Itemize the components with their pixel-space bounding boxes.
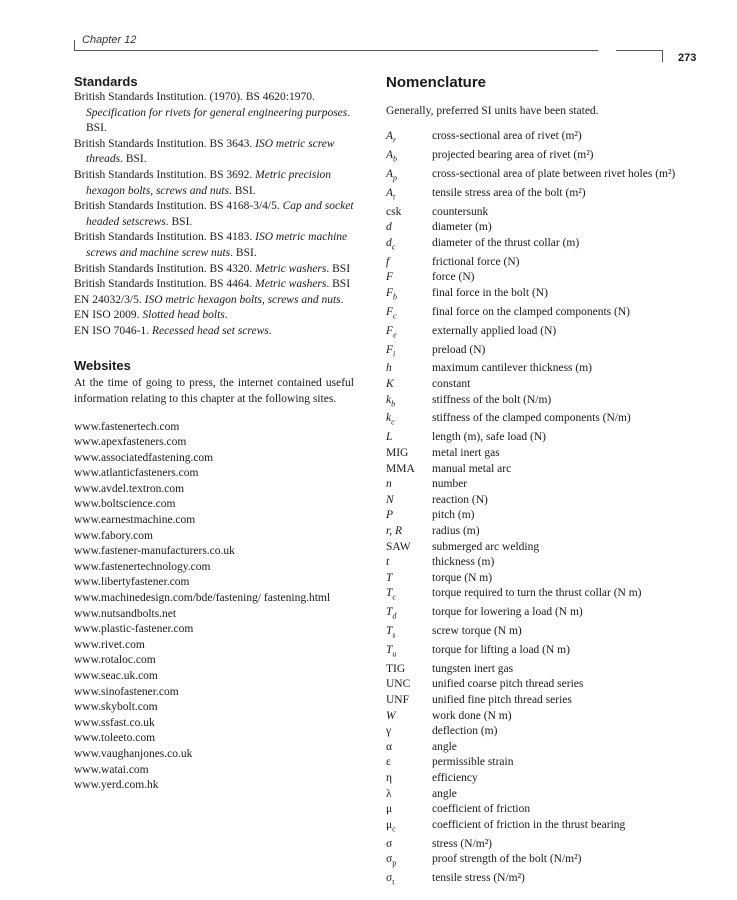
nomenclature-row xyxy=(386,129,676,148)
nomenclature-row xyxy=(386,477,676,493)
symbol: ε xyxy=(386,756,391,769)
definition: torque for lifting a load (N m) xyxy=(432,643,570,656)
symbol: $T_d$ xyxy=(386,606,397,621)
definition: diameter (m) xyxy=(432,221,492,234)
definition: cross-sectional area of plate between rivet holes (m²) xyxy=(432,167,676,180)
symbol: $k_c$ xyxy=(386,412,395,427)
nomenclature-row xyxy=(386,493,676,509)
definition: countersunk xyxy=(432,205,489,218)
website-link[interactable]: www.associatedfastening.com xyxy=(74,451,214,464)
standard-reference: British Standards Institution. BS 4168-3/4/5. Cap and socket headed setscrews. BSI. xyxy=(74,200,354,228)
nomenclature-row xyxy=(386,571,676,587)
nomenclature-row xyxy=(386,818,676,837)
nomenclature-row xyxy=(386,430,676,446)
symbol: μ xyxy=(386,803,393,816)
definition: final force on the clamped components (N) xyxy=(432,305,630,318)
definition: reaction (N) xyxy=(432,493,488,506)
website-link[interactable]: www.avdel.textron.com xyxy=(74,482,185,495)
standard-reference: EN 24032/3/5. ISO metric hexagon bolts, screws and nuts. xyxy=(74,293,344,306)
website-link[interactable]: www.earnestmachine.com xyxy=(74,514,196,527)
standards-list xyxy=(74,90,354,340)
symbol: $d_c$ xyxy=(386,236,396,252)
nomenclature-heading: Nomenclature xyxy=(386,74,487,91)
symbol: α xyxy=(386,740,393,753)
definition: thickness (m) xyxy=(432,556,495,569)
definition: work done (N m) xyxy=(432,709,512,722)
nomenclature-row xyxy=(386,852,676,871)
definition: permissible strain xyxy=(432,756,514,769)
nomenclature-row xyxy=(386,361,676,377)
definition: projected bearing area of rivet (m²) xyxy=(432,148,594,161)
definition: frictional force (N) xyxy=(432,255,520,268)
definition: torque (N m) xyxy=(432,571,493,584)
symbol: $T_u$ xyxy=(386,643,397,659)
definition: maximum cantilever thickness (m) xyxy=(432,362,592,375)
website-link[interactable]: www.apexfasteners.com xyxy=(74,436,187,449)
symbol: UNC xyxy=(386,678,411,691)
symbol: γ xyxy=(386,725,392,738)
symbol: K xyxy=(386,377,394,390)
symbol: $F_i$ xyxy=(386,343,396,358)
symbol: $\sigma_p$ xyxy=(386,853,397,868)
symbol: f xyxy=(386,255,390,268)
nomenclature-row xyxy=(386,586,676,605)
standard-reference: EN ISO 2009. Slotted head bolts. xyxy=(74,309,228,322)
website-link[interactable]: www.rivet.com xyxy=(74,638,145,651)
symbol: $A_r$ xyxy=(386,130,397,145)
symbol: $T_c$ xyxy=(386,587,396,602)
website-link[interactable]: www.sinofastener.com xyxy=(74,685,179,698)
symbol: T xyxy=(386,571,393,584)
definition: torque required to turn the thrust collar (N m) xyxy=(432,587,642,600)
nomenclature-row xyxy=(386,377,676,393)
nomenclature-row xyxy=(386,643,676,662)
website-link[interactable]: www.nutsandbolts.net xyxy=(74,607,177,620)
nomenclature-row xyxy=(386,255,676,271)
symbol: csk xyxy=(386,205,402,218)
symbol: $A_t$ xyxy=(386,186,396,201)
definition: tungsten inert gas xyxy=(432,662,514,675)
header-rule-right xyxy=(616,50,662,51)
definition: torque for lowering a load (N m) xyxy=(432,606,583,619)
nomenclature-row xyxy=(386,662,676,678)
website-link[interactable]: www.seac.uk.com xyxy=(74,670,158,682)
websites-intro: At the time of going to press, the internet contained useful information relating to this chapter at the following sites. xyxy=(74,376,354,405)
nomenclature-row xyxy=(386,205,676,221)
nomenclature-row xyxy=(386,624,676,643)
symbol: MMA xyxy=(386,462,415,475)
left-column xyxy=(74,74,354,794)
nomenclature-row xyxy=(386,270,676,286)
symbol: $F_c$ xyxy=(386,305,397,321)
standard-reference: British Standards Institution. BS 4464. Metric washers. BSI xyxy=(74,278,351,291)
definition: pitch (m) xyxy=(432,509,475,522)
definition: force (N) xyxy=(432,271,475,284)
definition: cross-sectional area of rivet (m²) xyxy=(432,130,582,142)
nomenclature-row xyxy=(386,871,676,890)
definition: metal inert gas xyxy=(432,446,500,459)
nomenclature-row xyxy=(386,540,676,556)
symbol: $A_b$ xyxy=(386,148,398,164)
nomenclature-row xyxy=(386,411,676,430)
websites-list xyxy=(74,420,354,794)
website-link[interactable]: www.skybolt.com xyxy=(74,701,158,714)
header-rule-tick-right xyxy=(662,50,663,62)
definition: manual metal arc xyxy=(432,462,512,475)
symbol: L xyxy=(386,431,393,444)
standard-reference: British Standards Institution. BS 3692. Metric precision hexagon bolts, screws and nuts. BSI. xyxy=(74,168,332,197)
symbol: $F_b$ xyxy=(386,286,398,302)
website-link[interactable]: www.watai.com xyxy=(74,763,149,776)
nomenclature-row xyxy=(386,167,676,186)
definition: submerged arc welding xyxy=(432,540,540,553)
definition: efficiency xyxy=(432,772,478,785)
symbol: η xyxy=(386,772,393,785)
website-link[interactable]: www.libertyfastener.com xyxy=(74,576,190,589)
definition: screw torque (N m) xyxy=(432,625,522,638)
standards-heading: Standards xyxy=(74,74,138,89)
symbol: N xyxy=(386,493,394,506)
nomenclature-row xyxy=(386,555,676,571)
symbol: $k_b$ xyxy=(386,393,396,408)
website-link[interactable]: www.vaughanjones.co.uk xyxy=(74,747,193,760)
nomenclature-row xyxy=(386,305,676,324)
symbol: t xyxy=(386,556,390,569)
definition: angle xyxy=(432,740,457,753)
website-link[interactable]: www.fastenertechnology.com xyxy=(74,560,211,573)
website-link[interactable]: www.toleeto.com xyxy=(74,732,156,745)
nomenclature-row xyxy=(386,393,676,412)
definition: number xyxy=(432,478,468,491)
nomenclature-row xyxy=(386,787,676,803)
nomenclature-table xyxy=(386,129,676,890)
symbol: F xyxy=(386,271,394,284)
nomenclature-row xyxy=(386,724,676,740)
website-link[interactable]: www.rotaloc.com xyxy=(74,654,156,667)
symbol: $A_p$ xyxy=(386,167,398,183)
nomenclature-row xyxy=(386,837,676,853)
definition: radius (m) xyxy=(432,524,480,537)
symbol: $F_e$ xyxy=(386,324,397,339)
standard-reference: British Standards Institution. (1970). BS 4620:1970. Specification for rivets for general engineering purposes. BSI. xyxy=(74,91,351,135)
symbol: d xyxy=(386,221,392,234)
definition: preload (N) xyxy=(432,343,486,356)
nomenclature-row xyxy=(386,605,676,624)
definition: length (m), safe load (N) xyxy=(432,431,547,444)
symbol: h xyxy=(386,362,392,375)
definition: coefficient of friction xyxy=(432,803,531,816)
symbol: $T_s$ xyxy=(386,625,396,640)
chapter-label: Chapter 12 xyxy=(82,34,137,46)
websites-heading: Websites xyxy=(74,357,131,373)
symbol: n xyxy=(386,478,392,491)
symbol: $\sigma_t$ xyxy=(386,872,395,887)
website-link[interactable]: www.atlanticfasteners.com xyxy=(74,467,199,480)
definition: stress (N/m²) xyxy=(432,837,492,850)
symbol: MIG xyxy=(386,446,409,459)
nomenclature-row xyxy=(386,508,676,524)
symbol: UNF xyxy=(386,694,410,707)
nomenclature-row xyxy=(386,462,676,478)
symbol: P xyxy=(386,509,394,522)
standard-reference: British Standards Institution. BS 4320. Metric washers. BSI xyxy=(74,262,351,275)
website-link[interactable]: www.boltscience.com xyxy=(74,498,176,511)
nomenclature-row xyxy=(386,802,676,818)
definition: diameter of the thrust collar (m) xyxy=(432,236,580,249)
definition: stiffness of the clamped components (N/m) xyxy=(432,412,631,425)
website-link[interactable]: www.machinedesign.com/bde/fastening/ fastening.html xyxy=(74,592,331,605)
definition: externally applied load (N) xyxy=(432,324,557,337)
header-rule-left xyxy=(74,50,598,51)
website-link[interactable]: www.fastener-manufacturers.co.uk xyxy=(74,545,235,558)
symbol: λ xyxy=(386,787,392,800)
definition: tensile stress area of the bolt (m²) xyxy=(432,186,586,199)
definition: unified fine pitch thread series xyxy=(432,694,572,707)
right-column xyxy=(386,74,676,890)
website-link[interactable]: www.plastic-fastener.com xyxy=(74,623,194,636)
symbol: $\mu_c$ xyxy=(386,818,396,834)
symbol: SAW xyxy=(386,540,411,553)
nomenclature-row xyxy=(386,446,676,462)
nomenclature-row xyxy=(386,324,676,343)
definition: angle xyxy=(432,787,457,800)
nomenclature-row xyxy=(386,186,676,205)
nomenclature-row xyxy=(386,286,676,305)
standard-reference: British Standards Institution. BS 3643. ISO metric screw threads. BSI. xyxy=(74,137,335,166)
nomenclature-row xyxy=(386,343,676,362)
standard-reference: EN ISO 7046-1. Recessed head set screws. xyxy=(74,324,272,337)
nomenclature-row xyxy=(386,220,676,236)
definition: coefficient of friction in the thrust bearing xyxy=(432,818,626,831)
website-link[interactable]: www.fabory.com xyxy=(74,529,153,542)
symbol: W xyxy=(386,709,396,722)
definition: tensile stress (N/m²) xyxy=(432,872,525,885)
page-number: 273 xyxy=(678,52,697,64)
definition: constant xyxy=(432,377,471,390)
standard-reference: British Standards Institution. BS 4183. ISO metric machine screws and machine screw nuts. BSI. xyxy=(74,231,348,259)
symbol: TIG xyxy=(386,662,406,675)
definition: final force in the bolt (N) xyxy=(432,286,548,299)
nomenclature-row xyxy=(386,740,676,756)
symbol: r, R xyxy=(386,524,402,537)
website-link[interactable]: www.ssfast.co.uk xyxy=(74,716,155,729)
nomenclature-row xyxy=(386,771,676,787)
website-link[interactable]: www.yerd.com.hk xyxy=(74,779,159,792)
website-link[interactable]: www.fastenertech.com xyxy=(74,420,180,433)
nomenclature-row xyxy=(386,709,676,725)
definition: stiffness of the bolt (N/m) xyxy=(432,393,552,406)
definition: unified coarse pitch thread series xyxy=(432,678,584,691)
nomenclature-row xyxy=(386,236,676,255)
nomenclature-row xyxy=(386,148,676,167)
nomenclature-intro: Generally, preferred SI units have been stated. xyxy=(386,105,599,117)
nomenclature-row xyxy=(386,693,676,709)
nomenclature-row xyxy=(386,524,676,540)
definition: deflection (m) xyxy=(432,725,498,738)
definition: proof strength of the bolt (N/m²) xyxy=(432,853,582,866)
nomenclature-row xyxy=(386,755,676,771)
nomenclature-row xyxy=(386,677,676,693)
symbol: σ xyxy=(386,837,393,850)
